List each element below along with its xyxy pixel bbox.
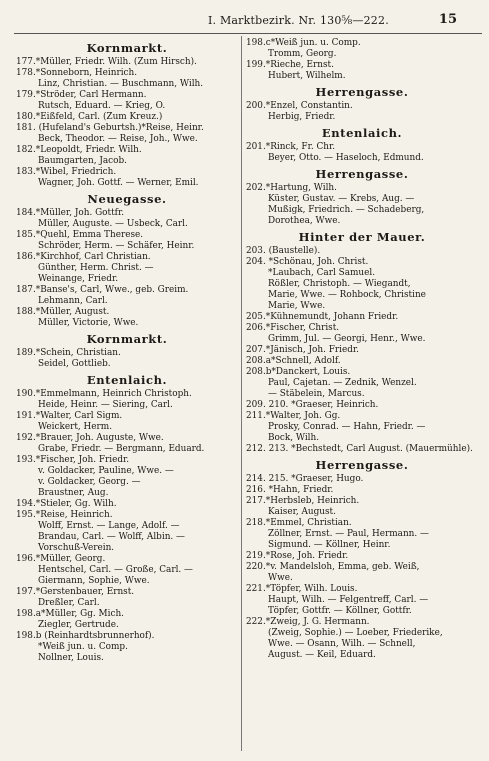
- house-entry: [246, 60, 478, 82]
- entry-resident-line: Marie, Wwe.: [268, 301, 326, 311]
- street-heading: Entenlaich.: [86, 373, 168, 387]
- entry-resident-line: Marie, Wwe. — Rohbock, Christine: [268, 290, 426, 300]
- right-column: [246, 38, 478, 661]
- entry-resident-line: Küster, Gustav. — Krebs, Aug. —: [268, 194, 415, 204]
- entry-owner-line: 184.*Müller, Joh. Gottfr.: [16, 208, 125, 218]
- entry-resident-line: Ziegler, Gertrude.: [38, 620, 119, 630]
- entry-resident-line: Brandau, Carl. — Wolff, Albin. —: [38, 532, 185, 542]
- house-entry: [16, 307, 238, 329]
- entry-resident-line: Lehmann, Carl.: [38, 296, 108, 306]
- entry-resident-line: *Laubach, Carl Samuel.: [268, 268, 376, 278]
- entry-owner-line: 198.a*Müller, Gg. Mich.: [16, 609, 124, 619]
- house-entry: [246, 142, 478, 164]
- entry-owner-line: 197.*Gerstenbauer, Ernst.: [16, 587, 135, 597]
- entry-owner-line: 198.b (Reinhardtsbrunnerhof).: [16, 631, 155, 641]
- house-entry: [246, 246, 478, 257]
- house-entry: [246, 38, 478, 60]
- entry-owner-line: 193.*Fischer, Joh. Friedr.: [16, 455, 130, 465]
- house-entry: [246, 356, 478, 367]
- entry-resident-line: Wagner, Joh. Gottf. — Werner, Emil.: [38, 178, 199, 188]
- house-entry: [246, 400, 478, 411]
- entry-resident-line: Baumgarten, Jacob.: [38, 156, 128, 166]
- entry-owner-line: 189.*Schein, Christian.: [16, 348, 121, 358]
- street-heading: Kornmarkt.: [86, 332, 168, 346]
- house-entry: [16, 348, 238, 370]
- column-divider: [241, 36, 242, 751]
- entry-owner-line: 192.*Brauer, Joh. Auguste, Wwe.: [16, 433, 164, 443]
- entry-resident-line: Grimm, Jul. — Georgi, Henr., Wwe.: [268, 334, 426, 344]
- house-entry: [246, 183, 478, 227]
- header-rule: [14, 33, 482, 34]
- entry-owner-line: 200.*Enzel, Constantin.: [246, 101, 353, 111]
- entry-resident-line: Zöllner, Ernst. — Paul, Hermann. —: [268, 529, 429, 539]
- entry-resident-line: Töpfer, Gottfr. — Köllner, Gottfr.: [268, 606, 412, 616]
- house-entry: [16, 433, 238, 455]
- street-heading: Herrengasse.: [315, 167, 409, 181]
- entry-owner-line: 195.*Reise, Heinrich.: [16, 510, 113, 520]
- house-entry: [16, 609, 238, 631]
- entry-resident-line: Rößler, Christoph. — Wiegandt,: [268, 279, 411, 289]
- entry-owner-line: 214. 215. *Graeser, Hugo.: [246, 474, 364, 484]
- house-entry: [16, 112, 238, 123]
- house-entry: [16, 455, 238, 499]
- entry-resident-line: Mußigk, Friedrich. — Schadeberg,: [268, 205, 425, 215]
- entry-resident-line: Dreßler, Carl.: [38, 598, 100, 608]
- house-entry: [246, 257, 478, 312]
- entry-resident-line: v. Goldacker, Georg. —: [38, 477, 141, 487]
- house-entry: [246, 617, 478, 661]
- entry-owner-line: 222.*Zweig, J. G. Hermann.: [246, 617, 370, 627]
- entry-owner-line: 205.*Kühnemundt, Johann Friedr.: [246, 312, 399, 322]
- house-entry: [16, 389, 238, 411]
- house-entry: [246, 444, 478, 455]
- entry-owner-line: 190.*Emmelmann, Heinrich Christoph.: [16, 389, 192, 399]
- entry-resident-line: Beyer, Otto. — Haseloch, Edmund.: [268, 153, 424, 163]
- entry-resident-line: Nollner, Louis.: [38, 653, 104, 663]
- house-entry: [246, 312, 478, 323]
- entry-resident-line: Linz, Christian. — Buschmann, Wilh.: [38, 79, 204, 89]
- entry-owner-line: 208.b*Danckert, Louis.: [246, 367, 351, 377]
- entry-owner-line: 196.*Müller, Georg.: [16, 554, 106, 564]
- house-entry: [246, 551, 478, 562]
- entry-owner-line: 218.*Emmel, Christian.: [246, 518, 352, 528]
- entry-resident-line: (Zweig, Sophie.) — Loeber, Friederike,: [268, 628, 443, 638]
- entry-owner-line: 183.*Wibel, Friedrich.: [16, 167, 117, 177]
- entry-resident-line: Dorothea, Wwe.: [268, 216, 341, 226]
- entry-owner-line: 179.*Ströder, Carl Hermann.: [16, 90, 147, 100]
- entry-resident-line: Müller, Auguste. — Usbeck, Carl.: [38, 219, 188, 229]
- entry-resident-line: Heide, Heinr. — Siering, Carl.: [38, 400, 173, 410]
- house-entry: [246, 496, 478, 518]
- entry-resident-line: Weinange, Friedr.: [38, 274, 119, 284]
- house-entry: [16, 68, 238, 90]
- house-entry: [246, 367, 478, 400]
- entry-owner-line: 185.*Quehl, Emma Therese.: [16, 230, 144, 240]
- entry-resident-line: Hentschel, Carl. — Große, Carl. —: [38, 565, 193, 575]
- entry-resident-line: — Stäbelein, Marcus.: [268, 389, 365, 399]
- street-heading: Herrengasse.: [315, 85, 409, 99]
- entry-owner-line: 208.a*Schnell, Adolf.: [246, 356, 341, 366]
- entry-owner-line: 217.*Herbsleb, Heinrich.: [246, 496, 360, 506]
- house-entry: [16, 510, 238, 554]
- entry-owner-line: 207.*Jänisch, Joh. Friedr.: [246, 345, 360, 355]
- entry-resident-line: Günther, Herm. Christ. —: [38, 263, 154, 273]
- entry-owner-line: 186.*Kirchhof, Carl Christian.: [16, 252, 151, 262]
- house-entry: [246, 345, 478, 356]
- entry-owner-line: 219.*Rose, Joh. Friedr.: [246, 551, 349, 561]
- entry-owner-line: 178.*Sonneborn, Heinrich.: [16, 68, 138, 78]
- house-entry: [16, 631, 238, 664]
- house-entry: [246, 474, 478, 485]
- house-entry: [16, 554, 238, 587]
- entry-owner-line: 204. *Schönau, Joh. Christ.: [246, 257, 369, 267]
- entry-resident-line: Prosky, Conrad. — Hahn, Friedr. —: [268, 422, 426, 432]
- entry-owner-line: 220.*v. Mandelsloh, Emma, geb. Weiß,: [246, 562, 420, 572]
- entry-resident-line: Haupt, Wilh. — Felgentreff, Carl. —: [268, 595, 429, 605]
- entry-owner-line: 202.*Hartung, Wilh.: [246, 183, 337, 193]
- entry-resident-line: Wolff, Ernst. — Lange, Adolf. —: [38, 521, 180, 531]
- house-entry: [246, 562, 478, 584]
- entry-owner-line: 203. (Baustelle).: [246, 246, 321, 256]
- running-title: I. Marktbezirk. Nr. 130⅝—222.: [208, 14, 389, 27]
- house-entry: [246, 411, 478, 444]
- entry-resident-line: Grabe, Friedr. — Bergmann, Eduard.: [38, 444, 205, 454]
- house-entry: [246, 485, 478, 496]
- house-entry: [16, 285, 238, 307]
- entry-resident-line: Seidel, Gottlieb.: [38, 359, 111, 369]
- house-entry: [16, 252, 238, 285]
- entry-owner-line: 206.*Fischer, Christ.: [246, 323, 340, 333]
- house-entry: [246, 323, 478, 345]
- entry-resident-line: Wwe. — Osann, Wilh. — Schnell,: [268, 639, 416, 649]
- entry-resident-line: *Weiß jun. u. Comp.: [38, 642, 128, 652]
- entry-owner-line: 211.*Walter, Joh. Gg.: [246, 411, 341, 421]
- entry-owner-line: 216. *Hahn, Friedr.: [246, 485, 334, 495]
- entry-resident-line: Paul, Cajetan. — Zednik, Wenzel.: [268, 378, 417, 388]
- left-column: [16, 38, 238, 664]
- entry-resident-line: Weickert, Herm.: [38, 422, 113, 432]
- entry-resident-line: Braustner, Aug.: [38, 488, 109, 498]
- entry-resident-line: v. Goldacker, Pauline, Wwe. —: [38, 466, 174, 476]
- entry-owner-line: 194.*Stieler, Gg. Wilh.: [16, 499, 117, 509]
- house-entry: [16, 499, 238, 510]
- entry-resident-line: Tromm, Georg.: [268, 49, 337, 59]
- entry-resident-line: Hubert, Wilhelm.: [268, 71, 346, 81]
- entry-owner-line: 198.c*Weiß jun. u. Comp.: [246, 38, 361, 48]
- house-entry: [16, 208, 238, 230]
- entry-resident-line: August. — Keil, Eduard.: [268, 650, 376, 660]
- entry-resident-line: Giermann, Sophie, Wwe.: [38, 576, 150, 586]
- entry-resident-line: Schröder, Herm. — Schäfer, Heinr.: [38, 241, 195, 251]
- house-entry: [16, 57, 238, 68]
- house-entry: [16, 411, 238, 433]
- entry-resident-line: Kaiser, August.: [268, 507, 336, 517]
- page-header: [0, 14, 489, 30]
- house-entry: [246, 518, 478, 551]
- house-entry: [16, 145, 238, 167]
- entry-owner-line: 191.*Walter, Carl Sigm.: [16, 411, 123, 421]
- street-heading: Entenlaich.: [321, 126, 403, 140]
- entry-resident-line: Herbig, Friedr.: [268, 112, 336, 122]
- entry-resident-line: Sigmund. — Köllner, Heinr.: [268, 540, 391, 550]
- entry-owner-line: 180.*Eißfeld, Carl. (Zum Kreuz.): [16, 112, 163, 122]
- street-heading: Hinter der Mauer.: [298, 230, 426, 244]
- entry-resident-line: Wwe.: [268, 573, 293, 583]
- entry-owner-line: 187.*Banse's, Carl, Wwe., geb. Greim.: [16, 285, 189, 295]
- entry-resident-line: Müller, Victorie, Wwe.: [38, 318, 139, 328]
- street-heading: Kornmarkt.: [86, 41, 168, 55]
- house-entry: [246, 584, 478, 617]
- entry-resident-line: Beck, Theodor. — Reise, Joh., Wwe.: [38, 134, 198, 144]
- entry-resident-line: Bock, Wilh.: [268, 433, 320, 443]
- house-entry: [16, 167, 238, 189]
- entry-owner-line: 221.*Töpfer, Wilh. Louis.: [246, 584, 358, 594]
- entry-owner-line: 212. 213. *Bechstedt, Carl August. (Mauermühle).: [246, 444, 473, 454]
- house-entry: [16, 123, 238, 145]
- house-entry: [16, 587, 238, 609]
- entry-owner-line: 209. 210. *Graeser, Heinrich.: [246, 400, 379, 410]
- house-entry: [246, 101, 478, 123]
- entry-owner-line: 199.*Rieche, Ernst.: [246, 60, 334, 70]
- street-heading: Herrengasse.: [315, 458, 409, 472]
- house-entry: [16, 90, 238, 112]
- entry-owner-line: 188.*Müller, August.: [16, 307, 110, 317]
- house-entry: [16, 230, 238, 252]
- entry-resident-line: Rutsch, Eduard. — Krieg, O.: [38, 101, 166, 111]
- street-heading: Neuegasse.: [87, 192, 167, 206]
- entry-owner-line: 177.*Müller, Friedr. Wilh. (Zum Hirsch).: [16, 57, 197, 67]
- entry-owner-line: 181. (Hufeland's Geburtsh.)*Reise, Heinr.: [16, 123, 204, 133]
- entry-owner-line: 201.*Rinck, Fr. Chr.: [246, 142, 336, 152]
- page-number: 15: [438, 12, 457, 27]
- entry-owner-line: 182.*Leopoldt, Friedr. Wilh.: [16, 145, 142, 155]
- entry-resident-line: Vorschuß-Verein.: [38, 543, 115, 553]
